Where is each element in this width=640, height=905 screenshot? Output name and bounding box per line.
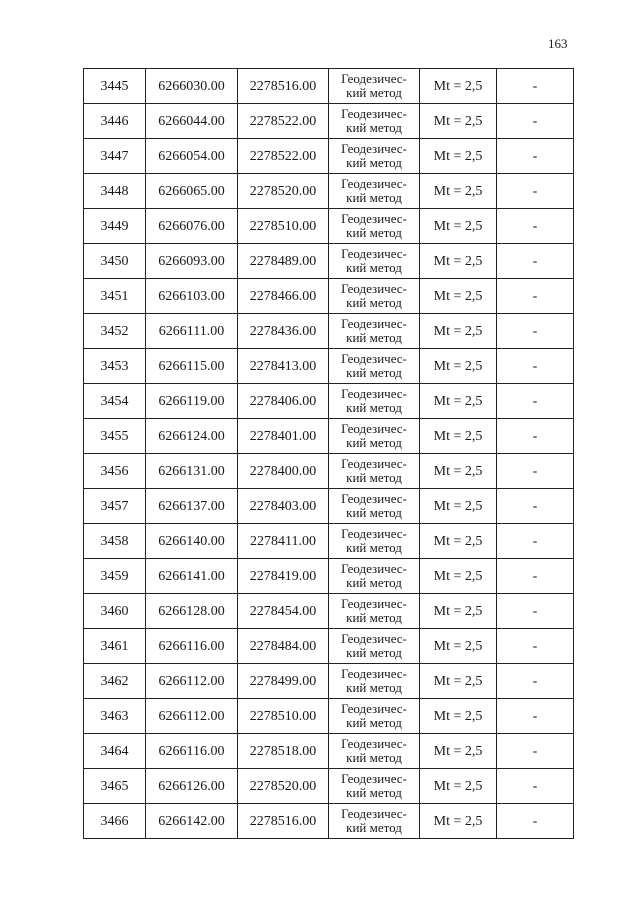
table-row (84, 279, 574, 314)
y-coordinate-cell: 2278403.00 (238, 489, 329, 524)
point-number-cell: 3451 (84, 279, 146, 314)
note-cell: - (497, 594, 574, 629)
method-text: Геодезичес- кий метод (341, 210, 407, 240)
accuracy-cell: Mt = 2,5 (420, 314, 497, 349)
y-coordinate-cell: 2278522.00 (238, 104, 329, 139)
table-row (84, 804, 574, 839)
x-coordinate-cell: 6266115.00 (146, 349, 238, 384)
point-number-cell: 3464 (84, 734, 146, 769)
method-text: Геодезичес- кий метод (341, 490, 407, 520)
point-number-cell: 3463 (84, 699, 146, 734)
x-coordinate-cell: 6266111.00 (146, 314, 238, 349)
x-coordinate-cell: 6266141.00 (146, 559, 238, 594)
point-number-cell: 3459 (84, 559, 146, 594)
method-text: Геодезичес- кий метод (341, 630, 407, 660)
method-text: Геодезичес- кий метод (341, 735, 407, 765)
note-cell: - (497, 699, 574, 734)
method-text: Геодезичес- кий метод (341, 385, 407, 415)
x-coordinate-cell: 6266140.00 (146, 524, 238, 559)
accuracy-cell: Mt = 2,5 (420, 384, 497, 419)
point-number-cell: 3461 (84, 629, 146, 664)
accuracy-cell: Mt = 2,5 (420, 664, 497, 699)
accuracy-cell: Mt = 2,5 (420, 594, 497, 629)
method-text: Геодезичес- кий метод (341, 245, 407, 275)
method-cell (329, 489, 420, 524)
accuracy-cell: Mt = 2,5 (420, 559, 497, 594)
x-coordinate-cell: 6266126.00 (146, 769, 238, 804)
y-coordinate-cell: 2278518.00 (238, 734, 329, 769)
point-number-cell: 3447 (84, 139, 146, 174)
note-cell: - (497, 664, 574, 699)
x-coordinate-cell: 6266119.00 (146, 384, 238, 419)
method-text: Геодезичес- кий метод (341, 280, 407, 310)
point-number-cell: 3458 (84, 524, 146, 559)
y-coordinate-cell: 2278419.00 (238, 559, 329, 594)
x-coordinate-cell: 6266124.00 (146, 419, 238, 454)
accuracy-cell: Mt = 2,5 (420, 279, 497, 314)
method-cell (329, 454, 420, 489)
point-number-cell: 3449 (84, 209, 146, 244)
table-row (84, 139, 574, 174)
table-row (84, 734, 574, 769)
point-number-cell: 3455 (84, 419, 146, 454)
note-cell: - (497, 524, 574, 559)
point-number-cell: 3450 (84, 244, 146, 279)
accuracy-cell: Mt = 2,5 (420, 69, 497, 104)
y-coordinate-cell: 2278454.00 (238, 594, 329, 629)
note-cell: - (497, 419, 574, 454)
accuracy-cell: Mt = 2,5 (420, 349, 497, 384)
note-cell: - (497, 454, 574, 489)
note-cell: - (497, 314, 574, 349)
x-coordinate-cell: 6266128.00 (146, 594, 238, 629)
method-text: Геодезичес- кий метод (341, 350, 407, 380)
method-cell (329, 384, 420, 419)
note-cell: - (497, 349, 574, 384)
note-cell: - (497, 769, 574, 804)
method-text: Геодезичес- кий метод (341, 455, 407, 485)
method-cell (329, 139, 420, 174)
point-number-cell: 3453 (84, 349, 146, 384)
x-coordinate-cell: 6266093.00 (146, 244, 238, 279)
method-text: Геодезичес- кий метод (341, 560, 407, 590)
method-text: Геодезичес- кий метод (341, 805, 407, 835)
x-coordinate-cell: 6266103.00 (146, 279, 238, 314)
y-coordinate-cell: 2278466.00 (238, 279, 329, 314)
accuracy-cell: Mt = 2,5 (420, 524, 497, 559)
method-cell (329, 314, 420, 349)
point-number-cell: 3446 (84, 104, 146, 139)
method-text: Геодезичес- кий метод (341, 315, 407, 345)
point-number-cell: 3462 (84, 664, 146, 699)
x-coordinate-cell: 6266112.00 (146, 699, 238, 734)
x-coordinate-cell: 6266116.00 (146, 629, 238, 664)
table-row (84, 244, 574, 279)
y-coordinate-cell: 2278406.00 (238, 384, 329, 419)
method-cell (329, 664, 420, 699)
note-cell: - (497, 489, 574, 524)
note-cell: - (497, 244, 574, 279)
y-coordinate-cell: 2278510.00 (238, 209, 329, 244)
y-coordinate-cell: 2278484.00 (238, 629, 329, 664)
method-cell (329, 174, 420, 209)
y-coordinate-cell: 2278499.00 (238, 664, 329, 699)
method-cell (329, 559, 420, 594)
y-coordinate-cell: 2278436.00 (238, 314, 329, 349)
accuracy-cell: Mt = 2,5 (420, 139, 497, 174)
method-text: Геодезичес- кий метод (341, 700, 407, 730)
table-row (84, 594, 574, 629)
note-cell: - (497, 139, 574, 174)
method-text: Геодезичес- кий метод (341, 595, 407, 625)
method-cell (329, 209, 420, 244)
y-coordinate-cell: 2278401.00 (238, 419, 329, 454)
table-row (84, 104, 574, 139)
point-number-cell: 3457 (84, 489, 146, 524)
x-coordinate-cell: 6266116.00 (146, 734, 238, 769)
x-coordinate-cell: 6266065.00 (146, 174, 238, 209)
method-text: Геодезичес- кий метод (341, 525, 407, 555)
coordinates-table (83, 68, 574, 839)
accuracy-cell: Mt = 2,5 (420, 454, 497, 489)
method-text: Геодезичес- кий метод (341, 70, 407, 100)
y-coordinate-cell: 2278411.00 (238, 524, 329, 559)
method-cell (329, 804, 420, 839)
note-cell: - (497, 629, 574, 664)
page-number: 163 (548, 36, 568, 51)
method-text: Геодезичес- кий метод (341, 770, 407, 800)
accuracy-cell: Mt = 2,5 (420, 699, 497, 734)
point-number-cell: 3448 (84, 174, 146, 209)
method-text: Геодезичес- кий метод (341, 105, 407, 135)
method-text: Геодезичес- кий метод (341, 140, 407, 170)
accuracy-cell: Mt = 2,5 (420, 804, 497, 839)
y-coordinate-cell: 2278516.00 (238, 804, 329, 839)
y-coordinate-cell: 2278520.00 (238, 769, 329, 804)
accuracy-cell: Mt = 2,5 (420, 419, 497, 454)
table-row (84, 489, 574, 524)
point-number-cell: 3460 (84, 594, 146, 629)
table-row (84, 349, 574, 384)
method-cell (329, 104, 420, 139)
table-row (84, 209, 574, 244)
table-row (84, 454, 574, 489)
table-row (84, 174, 574, 209)
note-cell: - (497, 279, 574, 314)
note-cell: - (497, 209, 574, 244)
point-number-cell: 3454 (84, 384, 146, 419)
point-number-cell: 3465 (84, 769, 146, 804)
y-coordinate-cell: 2278522.00 (238, 139, 329, 174)
x-coordinate-cell: 6266076.00 (146, 209, 238, 244)
note-cell: - (497, 559, 574, 594)
table-row (84, 664, 574, 699)
point-number-cell: 3452 (84, 314, 146, 349)
table-row (84, 769, 574, 804)
method-cell (329, 629, 420, 664)
method-cell (329, 349, 420, 384)
note-cell: - (497, 174, 574, 209)
x-coordinate-cell: 6266131.00 (146, 454, 238, 489)
accuracy-cell: Mt = 2,5 (420, 629, 497, 664)
point-number-cell: 3466 (84, 804, 146, 839)
method-cell (329, 419, 420, 454)
accuracy-cell: Mt = 2,5 (420, 489, 497, 524)
point-number-cell: 3445 (84, 69, 146, 104)
note-cell: - (497, 804, 574, 839)
table-row (84, 314, 574, 349)
method-cell (329, 69, 420, 104)
table-row (84, 699, 574, 734)
y-coordinate-cell: 2278400.00 (238, 454, 329, 489)
note-cell: - (497, 104, 574, 139)
table-row (84, 69, 574, 104)
x-coordinate-cell: 6266030.00 (146, 69, 238, 104)
coordinates-table-body (84, 69, 574, 839)
method-cell (329, 524, 420, 559)
method-cell (329, 699, 420, 734)
point-number-cell: 3456 (84, 454, 146, 489)
x-coordinate-cell: 6266054.00 (146, 139, 238, 174)
x-coordinate-cell: 6266142.00 (146, 804, 238, 839)
note-cell: - (497, 69, 574, 104)
accuracy-cell: Mt = 2,5 (420, 104, 497, 139)
table-row (84, 629, 574, 664)
method-cell (329, 734, 420, 769)
y-coordinate-cell: 2278489.00 (238, 244, 329, 279)
method-cell (329, 769, 420, 804)
y-coordinate-cell: 2278516.00 (238, 69, 329, 104)
y-coordinate-cell: 2278520.00 (238, 174, 329, 209)
y-coordinate-cell: 2278510.00 (238, 699, 329, 734)
table-row (84, 559, 574, 594)
method-text: Геодезичес- кий метод (341, 420, 407, 450)
method-text: Геодезичес- кий метод (341, 665, 407, 695)
x-coordinate-cell: 6266112.00 (146, 664, 238, 699)
accuracy-cell: Mt = 2,5 (420, 734, 497, 769)
method-cell (329, 594, 420, 629)
x-coordinate-cell: 6266044.00 (146, 104, 238, 139)
y-coordinate-cell: 2278413.00 (238, 349, 329, 384)
method-cell (329, 279, 420, 314)
note-cell: - (497, 734, 574, 769)
accuracy-cell: Mt = 2,5 (420, 244, 497, 279)
table-row (84, 524, 574, 559)
x-coordinate-cell: 6266137.00 (146, 489, 238, 524)
method-cell (329, 244, 420, 279)
note-cell: - (497, 384, 574, 419)
accuracy-cell: Mt = 2,5 (420, 769, 497, 804)
accuracy-cell: Mt = 2,5 (420, 174, 497, 209)
table-row (84, 384, 574, 419)
table-row (84, 419, 574, 454)
accuracy-cell: Mt = 2,5 (420, 209, 497, 244)
method-text: Геодезичес- кий метод (341, 175, 407, 205)
